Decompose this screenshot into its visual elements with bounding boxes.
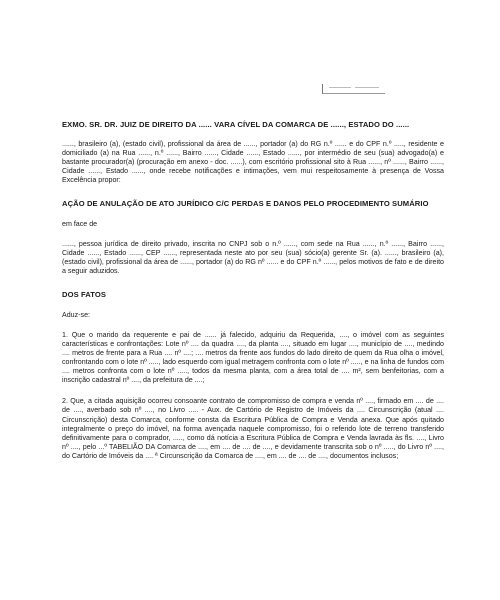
action-title: AÇÃO DE ANULAÇÃO DE ATO JURÍDICO C/C PERDAS E DANOS PELO PROCEDIMENTO SUMÁRIO bbox=[62, 199, 429, 209]
document-body bbox=[62, 120, 444, 461]
court-heading: EXMO. SR. DR. JUIZ DE DIREITO DA ...... VARA CÍVEL DA COMARCA DE ......, ESTADO DO ...... bbox=[62, 120, 410, 129]
stamp-line bbox=[329, 87, 351, 88]
aduz-label: Aduz-se: bbox=[62, 310, 90, 319]
against-label: em face de bbox=[62, 219, 98, 228]
defendant-paragraph: ......, pessoa jurídica de direito privado, inscrita no CNPJ sob o n.º ......, com sede na Rua ......, n.º ......, Bairro ......, Cidade ......, Estado ......, CEP ......, representada neste ato por seu (sua) sócio(a) gerente Sr. (a). ......, brasileiro (a), (estado civil), profissional da área de ......, portador (a) do RG nº ...... e do CPF n.º ......, pelos motivos de fato e de direito a seguir aduzidos. bbox=[62, 239, 444, 276]
fact-paragraph-1: 1. Que o marido da requerente e pai de ...... já falecido, adquiriu da Requerida, ...., o imóvel com as seguintes características e confrontações: Lote nº .... da quadra ...., da planta ...., situado em lugar ...., município de ...., medindo .... metros de frente para a Rua .... nº ....; .... metros da frente aos fundos do lado direito de quem da Rua olha o imóvel, confrontando com o lote nº ....., lado esquerdo com igual metragem confronta com o lote nº ....., e na linha de fundos com .... metros confronta com o lote nº ....., todos da mesma planta, com a área total de .... m², sem benfeitorias, com a inscrição cadastral nº ...., da prefeitura de ....; bbox=[62, 330, 444, 385]
stamp-line bbox=[355, 87, 379, 88]
plaintiff-paragraph: ......, brasileiro (a), (estado civil), profissional da área de ......, portador (a) do RG n.º ...... e do CPF n.º ....., residente e domiciliado (a) na Rua ......, n.º ......, Bairro ......, Cidade ......, Estado ......, por intermédio de seu (sua) advogado(a) e bastante procurador(a) (procuração em anexo - doc. ......), com escritório profissional sito à Rua ......, nº ......, Bairro ......, Cidade ......, Estado ......, onde recebe notificações e intimações, vem mui respeitosamente à presença de Vossa Excelência propor: bbox=[62, 139, 444, 184]
fact-paragraph-2: 2. Que, a citada aquisição ocorreu consoante contrato de compromisso de compra e venda nº ...., firmado em .... de .... de ...., averbado sob nº ...., no Livro ..... - Aux. de Cartório de Registro de Imóveis da .... Circunscrição (atual .... Circunscrição) desta Comarca, conforme consta da Escritura Pública de Compra e Venda anexa. Que após quitado integralmente o preço do imóvel, na forma avençada naquele compromisso, foi o referido lote de terreno transferido definitivamente para o comprador, ....., como dá notícia a Escritura Pública de Compra e Venda lavrada às fls. ...., Livro nº ...., pelo ...º TABELIÃO DA Comarca de ...., em .... de .... de ...., e devidamente transcrita sob o nº ....., do Livro nº ...., do Cartório de Imóveis da .... ª Circunscrição da Comarca de ...., em .... de .... de ...., documentos inclusos; bbox=[62, 397, 444, 460]
header-stamp-mark bbox=[322, 84, 385, 94]
facts-heading: DOS FATOS bbox=[62, 290, 107, 300]
